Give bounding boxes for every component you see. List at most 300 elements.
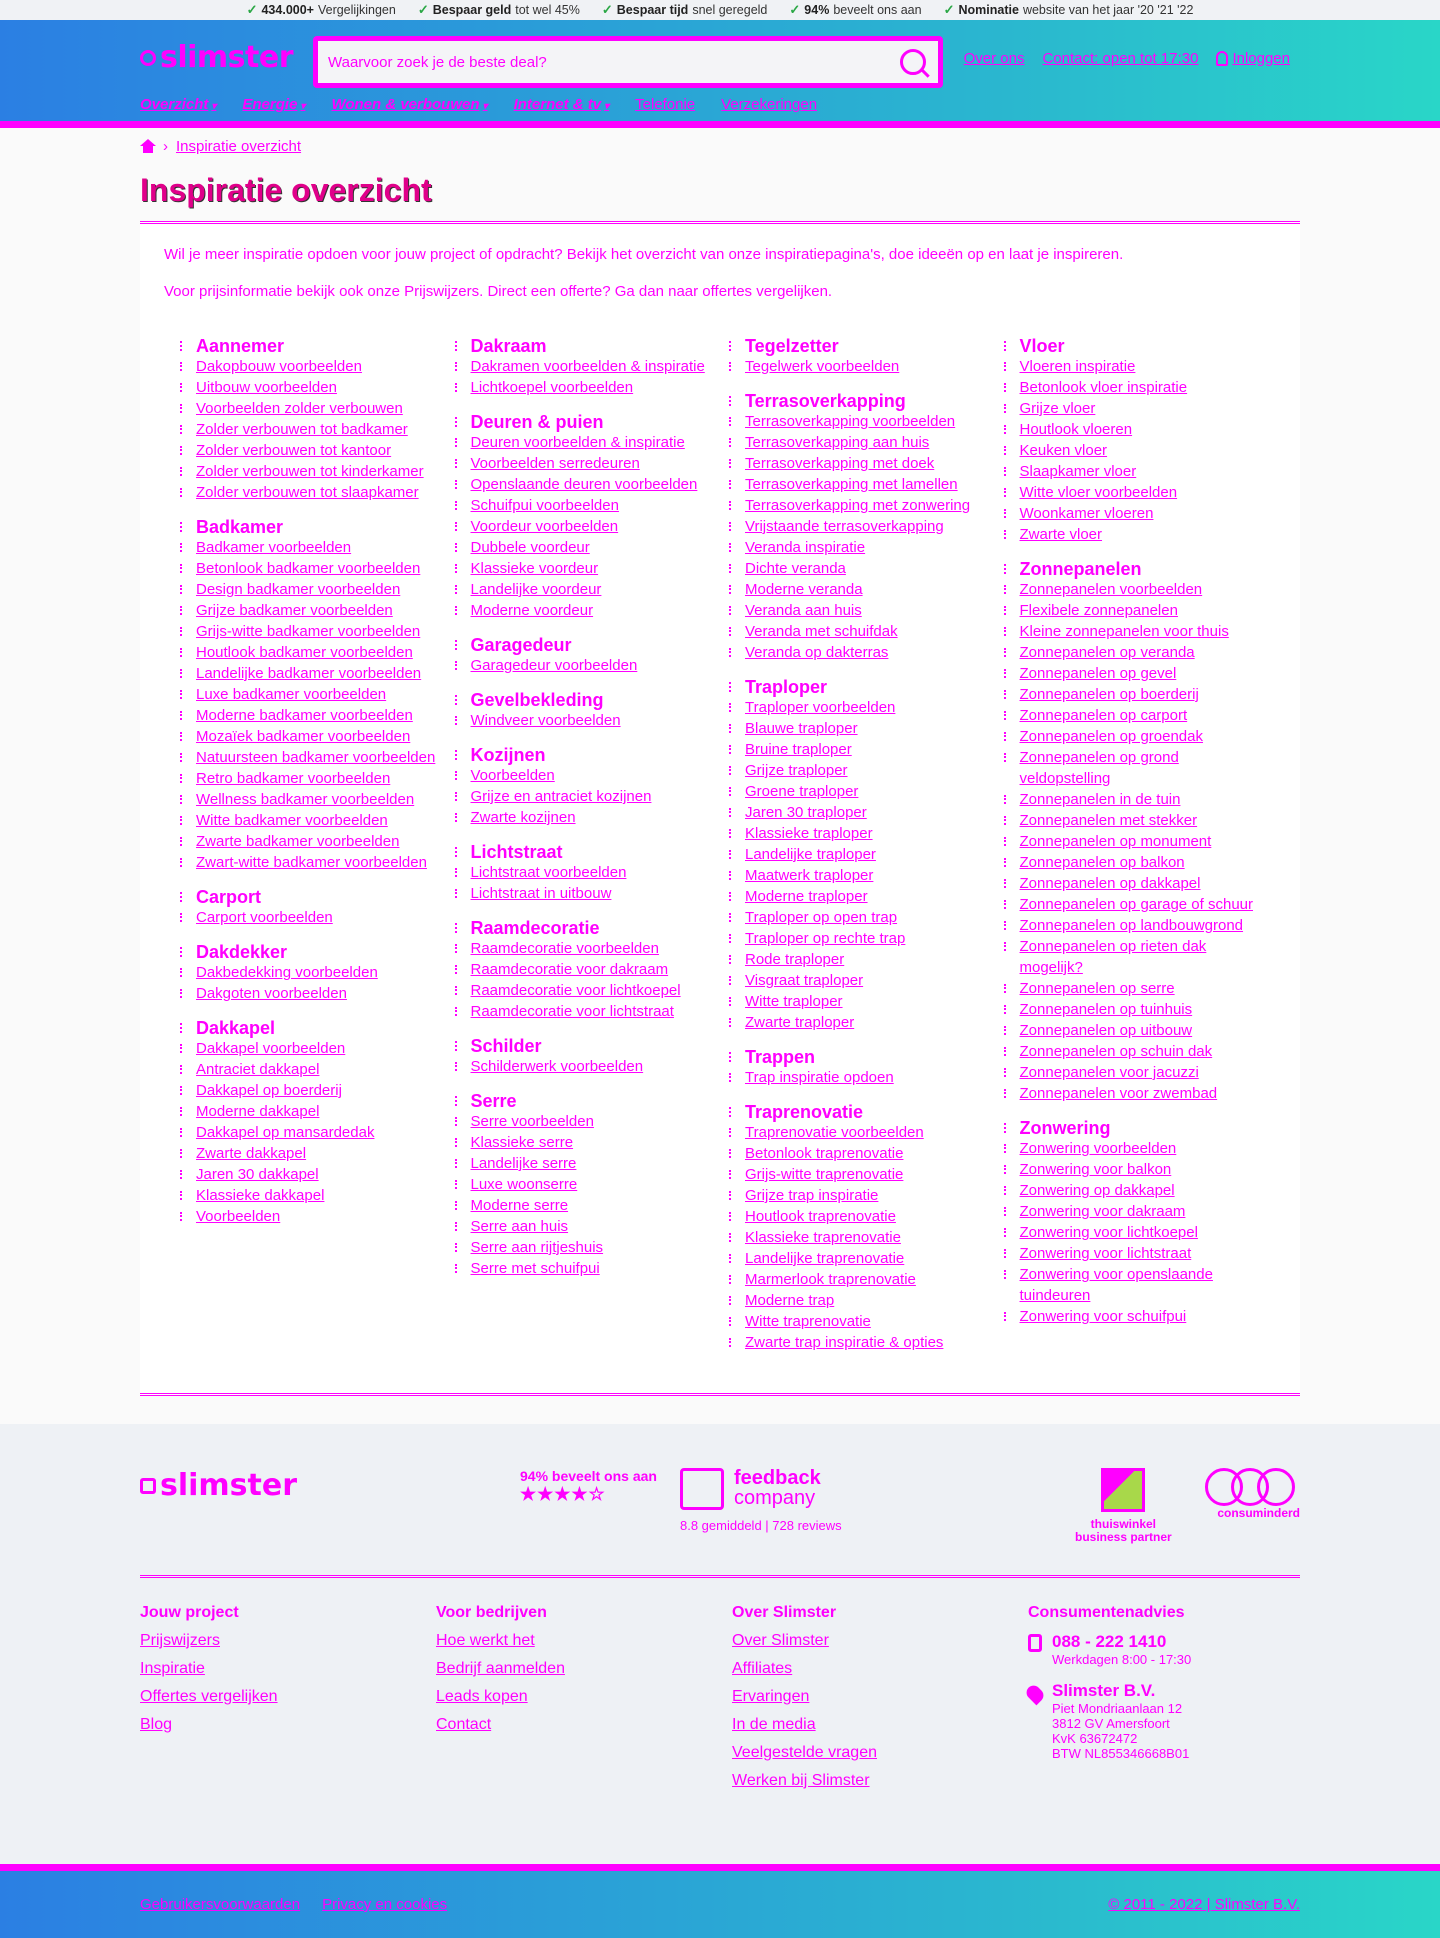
footer-col-title: Jouw project [140,1604,239,1621]
inspiration-link[interactable]: Luxe woonserre [470,1176,578,1193]
phone-icon [1028,1634,1042,1652]
list-item [727,1012,988,1033]
nav-item[interactable] [140,96,216,113]
inspiration-link[interactable]: Klassieke dakkapel [196,1187,325,1204]
inspiration-link[interactable]: Zonnepanelen op gevel [1019,665,1177,682]
inspiration-link[interactable]: Zwarte dakkapel [196,1145,307,1162]
terms-link[interactable]: Gebruikersvoorwaarden [140,1896,301,1913]
inspiration-link[interactable]: Zonnepanelen op schuin dak [1019,1043,1213,1060]
inspiration-link[interactable]: Marmerlook traprenovatie [745,1271,916,1288]
category-title[interactable]: Traploper [727,677,988,697]
inspiration-link[interactable]: Uitbouw voorbeelden [196,379,337,396]
category-title[interactable]: Terrasoverkapping [727,391,988,411]
inspiration-link[interactable]: Traploper voorbeelden [745,699,896,716]
inspiration-link[interactable]: Schilderwerk voorbeelden [470,1058,644,1075]
footer-link[interactable]: Bedrijf aanmelden [436,1660,565,1677]
category-title[interactable]: Badkamer [178,517,439,537]
chevron-down-icon: ▾ [604,101,610,112]
inspiration-link[interactable]: Zonwering voor openslaande tuindeuren [1019,1266,1213,1304]
logo-text: slimster [160,40,294,75]
list-item [1002,1201,1263,1222]
inspiration-link[interactable]: Zonnepanelen voor zwembad [1019,1085,1218,1102]
footer-link[interactable]: Hoe werkt het [436,1632,535,1649]
inspiration-link[interactable]: Mozaïek badkamer voorbeelden [196,728,411,745]
inspiration-link[interactable]: Zwarte badkamer voorbeelden [196,833,400,850]
list-item [727,1290,988,1311]
inspiration-link[interactable]: Landelijke voordeur [470,581,602,598]
inspiration-link[interactable]: Witte vloer voorbeelden [1019,484,1178,501]
category-block [453,918,714,1022]
inspiration-link[interactable]: Raamdecoratie voor dakraam [470,961,669,978]
inspiration-link[interactable]: Moderne serre [470,1197,569,1214]
inspiration-link[interactable]: Grijze traploper [745,762,848,779]
inspiration-link[interactable]: Tegelwerk voorbeelden [745,358,900,375]
usp-text: snel geregeld [692,3,768,17]
inspiration-link[interactable]: Dubbele voordeur [470,539,590,556]
inspiration-link[interactable]: Trap inspiratie opdoen [745,1069,894,1086]
list-item [727,1227,988,1248]
list-item [727,411,988,432]
inspiration-link[interactable]: Dakopbouw voorbeelden [196,358,362,375]
breadcrumb [140,136,1440,156]
inspiration-link[interactable]: Woonkamer vloeren [1019,505,1154,522]
check-icon: ✓ [601,2,613,17]
inspiration-link[interactable]: Natuursteen badkamer voorbeelden [196,749,436,766]
inspiration-link[interactable]: Zonnepanelen op monument [1019,833,1212,850]
inspiration-link[interactable]: Vloeren inspiratie [1019,358,1136,375]
inspiration-link[interactable]: Wellness badkamer voorbeelden [196,791,415,808]
inspiration-link[interactable]: Vrijstaande terrasoverkapping [745,518,944,535]
inspiration-link[interactable]: Veranda inspiratie [745,539,866,556]
category-title[interactable]: Lichtstraat [453,842,714,862]
footer-link[interactable]: Ervaringen [732,1688,810,1705]
inspiration-link[interactable]: Dakgoten voorbeelden [196,985,347,1002]
list-item [453,474,714,495]
inspiration-link[interactable]: Zonnepanelen op groendak [1019,728,1203,745]
inspiration-link[interactable]: Serre met schuifpui [470,1260,600,1277]
category-block [453,745,714,828]
category-list [178,537,439,873]
inspiration-link[interactable]: Voorbeelden serredeuren [470,455,640,472]
category-list [453,655,714,676]
check-icon: ✓ [789,2,801,17]
inspiration-link[interactable]: Blauwe traploper [745,720,858,737]
category-title[interactable]: Dakdekker [178,942,439,962]
list-item [1002,356,1263,377]
inspiration-link[interactable]: Windveer voorbeelden [470,712,621,729]
inspiration-link[interactable]: Terrasoverkapping voorbeelden [745,413,956,430]
list-item [453,1216,714,1237]
list-item [727,865,988,886]
inspiration-link[interactable]: Zwarte traploper [745,1014,855,1031]
category-title[interactable]: Aannemer [178,336,439,356]
inspiration-link[interactable]: Moderne veranda [745,581,863,598]
category-list [1002,356,1263,545]
inspiration-link[interactable]: Jaren 30 traploper [745,804,867,821]
nav-item[interactable] [721,96,817,113]
inspiration-link[interactable]: Moderne trap [745,1292,835,1309]
inspiration-link[interactable]: Landelijke traprenovatie [745,1250,905,1267]
nav-item[interactable] [514,96,610,113]
nav-label: Overzicht [140,96,209,113]
nav-item[interactable] [242,96,305,113]
feedback-company-badge[interactable] [680,1468,821,1510]
inspiration-link[interactable]: Voorbeelden [470,767,555,784]
category-title[interactable]: Zonnepanelen [1002,559,1263,579]
inspiration-link[interactable]: Betonlook traprenovatie [745,1145,904,1162]
footer-link[interactable]: Werken bij Slimster [732,1772,870,1789]
inspiration-link[interactable]: Zonwering voor balkon [1019,1161,1172,1178]
inspiration-link[interactable]: Witte badkamer voorbeelden [196,812,388,829]
search-input[interactable] [318,54,900,71]
inspiration-link[interactable]: Zonnepanelen op garage of schuur [1019,896,1254,913]
nav-label: Telefonie [635,96,696,113]
inspiration-link[interactable]: Retro badkamer voorbeelden [196,770,391,787]
inspiration-link[interactable]: Terrasoverkapping aan huis [745,434,930,451]
search-box [313,36,943,88]
list-item [1002,1083,1263,1104]
inspiration-link[interactable]: Zonnepanelen op grond veldopstelling [1019,749,1179,787]
list-item [453,786,714,807]
category-list [178,962,439,1004]
inspiration-link[interactable]: Openslaande deuren voorbeelden [470,476,698,493]
inspiration-link[interactable]: Betonlook badkamer voorbeelden [196,560,421,577]
inspiration-link[interactable]: Zonwering voorbeelden [1019,1140,1177,1157]
inspiration-link[interactable]: Dakramen voorbeelden & inspiratie [470,358,705,375]
inspiration-link[interactable]: Veranda op dakterras [745,644,889,661]
inspiration-link[interactable]: Lichtkoepel voorbeelden [470,379,634,396]
list-item [178,579,439,600]
consuminderd-badge[interactable] [1217,1468,1300,1520]
inspiration-link[interactable]: Visgraat traploper [745,972,864,989]
inspiration-link[interactable]: Traploper op open trap [745,909,898,926]
inspiration-link[interactable]: Dichte veranda [745,560,846,577]
inspiration-link[interactable]: Zolder verbouwen tot kinderkamer [196,463,424,480]
login-link[interactable] [1216,50,1290,67]
inspiration-link[interactable]: Voordeur voorbeelden [470,518,619,535]
inspiration-link[interactable]: Zonnepanelen op veranda [1019,644,1195,661]
inspiration-link[interactable]: Zolder verbouwen tot badkamer [196,421,408,438]
inspiration-link[interactable]: Grijs-witte badkamer voorbeelden [196,623,421,640]
site-header [0,20,1440,128]
inspiration-link[interactable]: Kleine zonnepanelen voor thuis [1019,623,1229,640]
footer [0,1424,1440,1864]
chevron-down-icon: ▾ [300,101,306,112]
inspiration-link[interactable]: Houtlook traprenovatie [745,1208,896,1225]
company-name: Slimster B.V. [1052,1681,1156,1700]
contact-link[interactable]: Contact: open tot 17:30 [1042,50,1199,67]
list-item [1002,440,1263,461]
category-title[interactable]: Deuren & puien [453,412,714,432]
inspiration-link[interactable]: Zonnepanelen op rieten dak mogelijk? [1019,938,1207,976]
category-list [453,356,714,398]
list-item [178,398,439,419]
inspiration-link[interactable]: Betonlook vloer inspiratie [1019,379,1188,396]
nav-label: Energie [242,96,298,113]
inspiration-link[interactable]: Landelijke traploper [745,846,876,863]
category-block [178,517,439,873]
inspiration-link[interactable]: Dakkapel voorbeelden [196,1040,346,1057]
list-item [453,558,714,579]
category-block [453,336,714,398]
inspiration-link[interactable]: Witte traprenovatie [745,1313,871,1330]
category-title[interactable]: Serre [453,1091,714,1111]
footer-link[interactable]: Contact [436,1716,492,1733]
category-title[interactable]: Raamdecoratie [453,918,714,938]
inspiration-link[interactable]: Zonwering voor schuifpui [1019,1308,1187,1325]
category-list [727,1067,988,1088]
inspiration-link[interactable]: Dakbedekking voorbeelden [196,964,378,981]
inspiration-link[interactable]: Antraciet dakkapel [196,1061,320,1078]
list-item [453,495,714,516]
inspiration-link[interactable]: Flexibele zonnepanelen [1019,602,1178,619]
inspiration-link[interactable]: Raamdecoratie voorbeelden [470,940,659,957]
inspiration-link[interactable]: Zonwering voor lichtstraat [1019,1245,1192,1262]
inspiration-link[interactable]: Klassieke traprenovatie [745,1229,901,1246]
list-item [727,537,988,558]
category-title[interactable]: Gevelbekleding [453,690,714,710]
list-item [727,1185,988,1206]
list-item [453,655,714,676]
page-title: Inspiratie overzicht [140,172,432,208]
inspiration-panel [140,221,1300,1396]
list-item [453,710,714,731]
list-item [453,600,714,621]
category-title[interactable]: Dakraam [453,336,714,356]
usp-text: tot wel 45% [515,3,580,17]
inspiration-link[interactable]: Voorbeelden [196,1208,281,1225]
inspiration-link[interactable]: Maatwerk traploper [745,867,874,884]
list-item [727,697,988,718]
list-item [1002,831,1263,852]
search-icon[interactable] [900,49,926,75]
inspiration-link[interactable]: Serre voorbeelden [470,1113,594,1130]
inspiration-link[interactable]: Groene traploper [745,783,859,800]
list-item [1002,1264,1263,1306]
inspiration-link[interactable]: Klassieke traploper [745,825,873,842]
inspiration-link[interactable]: Luxe badkamer voorbeelden [196,686,387,703]
list-item [1002,915,1263,936]
phone-hours: Werkdagen 8:00 - 17:30 [1052,1652,1192,1667]
inspiration-link[interactable]: Zonnepanelen op balkon [1019,854,1185,871]
thuiswinkel-badge[interactable] [1075,1468,1172,1544]
footer-link[interactable]: Over Slimster [732,1632,829,1649]
category-list [453,1111,714,1279]
inspiration-link[interactable]: Terrasoverkapping met zonwering [745,497,971,514]
list-item [727,970,988,991]
footer-logo[interactable] [140,1468,297,1503]
usp-item [789,2,921,18]
rating-stars: ★★★★☆ [520,1484,606,1504]
inspiration-link[interactable]: Zonnepanelen op carport [1019,707,1188,724]
inspiration-link[interactable]: Zwart-witte badkamer voorbeelden [196,854,427,871]
list-item [1002,482,1263,503]
footer-link[interactable]: Affiliates [732,1660,793,1677]
inspiration-link[interactable]: Grijs-witte traprenovatie [745,1166,904,1183]
inspiration-link[interactable]: Zonnepanelen op serre [1019,980,1175,997]
inspiration-link[interactable]: Grijze trap inspiratie [745,1187,879,1204]
inspiration-link[interactable]: Zonnepanelen voorbeelden [1019,581,1203,598]
inspiration-link[interactable]: Dakkapel op mansardedak [196,1124,375,1141]
footer-col [140,1604,436,1800]
inspiration-link[interactable]: Zonnepanelen in de tuin [1019,791,1181,808]
list-item [727,432,988,453]
inspiration-link[interactable]: Moderne dakkapel [196,1103,320,1120]
list-item [178,419,439,440]
inspiration-link[interactable]: Serre aan rijtjeshuis [470,1239,604,1256]
inspiration-link[interactable]: Moderne badkamer voorbeelden [196,707,413,724]
home-icon[interactable] [140,139,155,153]
inspiration-link[interactable]: Design badkamer voorbeelden [196,581,401,598]
privacy-cookies-link[interactable]: Privacy en cookies [322,1896,448,1913]
fc-brand: feedback [734,1467,821,1489]
inspiration-link[interactable]: Lichtstraat voorbeelden [470,864,627,881]
footer-link[interactable]: Offertes vergelijken [140,1688,278,1705]
inspiration-link[interactable]: Zonnepanelen op uitbouw [1019,1022,1193,1039]
inspiration-link[interactable]: Grijze vloer [1019,400,1096,417]
inspiration-link[interactable]: Carport voorbeelden [196,909,333,926]
usp-bold: 94% [804,3,830,17]
inspiration-link[interactable]: Badkamer voorbeelden [196,539,352,556]
inspiration-link[interactable]: Jaren 30 dakkapel [196,1166,319,1183]
footer-link[interactable]: Blog [140,1716,173,1733]
category-block [727,677,988,1033]
inspiration-link[interactable]: Zolder verbouwen tot kantoor [196,442,392,459]
list-item [453,938,714,959]
nav-item[interactable] [635,96,695,113]
nav-item[interactable] [331,96,487,113]
category-title[interactable]: Vloer [1002,336,1263,356]
list-item [178,461,439,482]
inspiration-link[interactable]: Schuifpui voorbeelden [470,497,619,514]
category-block [453,690,714,731]
category-title[interactable]: Carport [178,887,439,907]
category-title[interactable]: Dakkapel [178,1018,439,1038]
list-item [1002,1062,1263,1083]
list-item [453,377,714,398]
category-title[interactable]: Traprenovatie [727,1102,988,1122]
list-item [178,852,439,873]
footer-col-title: Voor bedrijven [436,1604,547,1621]
about-link[interactable]: Over ons [963,50,1025,67]
inspiration-link[interactable]: Zonwering voor dakraam [1019,1203,1186,1220]
category-block [727,1102,988,1353]
list-item [178,983,439,1004]
footer-link[interactable]: Inspiratie [140,1660,205,1677]
breadcrumb-current[interactable]: Inspiratie overzicht [176,137,302,155]
category-title[interactable]: Zonwering [1002,1118,1263,1138]
inspiration-link[interactable]: Zonwering op dakkapel [1019,1182,1175,1199]
inspiration-link[interactable]: Zonnepanelen op tuinhuis [1019,1001,1193,1018]
list-item [453,765,714,786]
inspiration-link[interactable]: Zonnepanelen op boerderij [1019,686,1199,703]
inspiration-link[interactable]: Grijze en antraciet kozijnen [470,788,652,805]
list-item [453,862,714,883]
inspiration-link[interactable]: Houtlook vloeren [1019,421,1133,438]
copyright[interactable]: © 2011 - 2022 | Slimster B.V. [1108,1896,1300,1913]
usp-bold: Nominatie [958,3,1019,17]
list-item [1002,642,1263,663]
category-title[interactable]: Garagedeur [453,635,714,655]
inspiration-link[interactable]: Slaapkamer vloer [1019,463,1137,480]
inspiration-link[interactable]: Bruine traploper [745,741,852,758]
footer-link[interactable]: Veelgestelde vragen [732,1744,877,1761]
inspiration-link[interactable]: Traprenovatie voorbeelden [745,1124,924,1141]
phone-number[interactable]: 088 - 222 1410 [1052,1632,1167,1651]
inspiration-link[interactable]: Traploper op rechte trap [745,930,906,947]
inspiration-link[interactable]: Raamdecoratie voor lichtkoepel [470,982,681,999]
inspiration-link[interactable]: Grijze badkamer voorbeelden [196,602,393,619]
inspiration-link[interactable]: Zwarte kozijnen [470,809,576,826]
inspiration-link[interactable]: Veranda aan huis [745,602,862,619]
list-item [727,802,988,823]
inspiration-link[interactable]: Dakkapel op boerderij [196,1082,342,1099]
inspiration-link[interactable]: Keuken vloer [1019,442,1108,459]
inspiration-link[interactable]: Moderne voordeur [470,602,594,619]
inspiration-link[interactable]: Serre aan huis [470,1218,569,1235]
list-item [1002,1222,1263,1243]
inspiration-link[interactable]: Witte traploper [745,993,843,1010]
footer-link[interactable]: Prijswijzers [140,1632,220,1649]
inspiration-link[interactable]: Raamdecoratie voor lichtstraat [470,1003,674,1020]
footer-link[interactable]: Leads kopen [436,1688,528,1705]
list-item [453,807,714,828]
category-title[interactable]: Tegelzetter [727,336,988,356]
footer-col-consumer [1028,1604,1300,1800]
category-title[interactable]: Schilder [453,1036,714,1056]
inspiration-link[interactable]: Landelijke badkamer voorbeelden [196,665,422,682]
inspiration-link[interactable]: Zonnepanelen op landbouwgrond [1019,917,1244,934]
inspiration-link[interactable]: Terrasoverkapping met lamellen [745,476,958,493]
inspiration-link[interactable]: Klassieke voordeur [470,560,599,577]
category-list [178,356,439,503]
inspiration-link[interactable]: Voorbeelden zolder verbouwen [196,400,403,417]
inspiration-link[interactable]: Deuren voorbeelden & inspiratie [470,434,685,451]
inspiration-link[interactable]: Terrasoverkapping met doek [745,455,935,472]
usp-text: website van het jaar '20 '21 '22 [1022,3,1194,17]
inspiration-link[interactable]: Klassieke serre [470,1134,574,1151]
header-links [964,50,1290,67]
inspiration-link[interactable]: Zwarte trap inspiratie & opties [745,1334,944,1351]
category-title[interactable]: Trappen [727,1047,988,1067]
inspiration-link[interactable]: Rode traploper [745,951,845,968]
logo[interactable] [140,40,293,75]
list-item [453,579,714,600]
inspiration-link[interactable]: Zonwering voor lichtkoepel [1019,1224,1198,1241]
list-item [178,1122,439,1143]
category-column [727,336,1002,1367]
footer-link[interactable]: In de media [732,1716,816,1733]
inspiration-link[interactable]: Houtlook badkamer voorbeelden [196,644,413,661]
list-item [1002,621,1263,642]
inspiration-link[interactable]: Moderne traploper [745,888,868,905]
list-item [727,474,988,495]
inspiration-link[interactable]: Zonnepanelen met stekker [1019,812,1198,829]
category-title[interactable]: Kozijnen [453,745,714,765]
inspiration-link[interactable]: Lichtstraat in uitbouw [470,885,612,902]
inspiration-link[interactable]: Veranda met schuifdak [745,623,898,640]
inspiration-link[interactable]: Zonnepanelen voor jacuzzi [1019,1064,1199,1081]
list-item [178,1206,439,1227]
inspiration-link[interactable]: Zonnepanelen op dakkapel [1019,875,1201,892]
inspiration-link[interactable]: Zolder verbouwen tot slaapkamer [196,484,419,501]
list-item [1002,978,1263,999]
inspiration-link[interactable]: Garagedeur voorbeelden [470,657,638,674]
inspiration-link[interactable]: Landelijke serre [470,1155,577,1172]
category-list [727,356,988,377]
inspiration-link[interactable]: Zwarte vloer [1019,526,1103,543]
footer-columns [140,1604,1300,1800]
